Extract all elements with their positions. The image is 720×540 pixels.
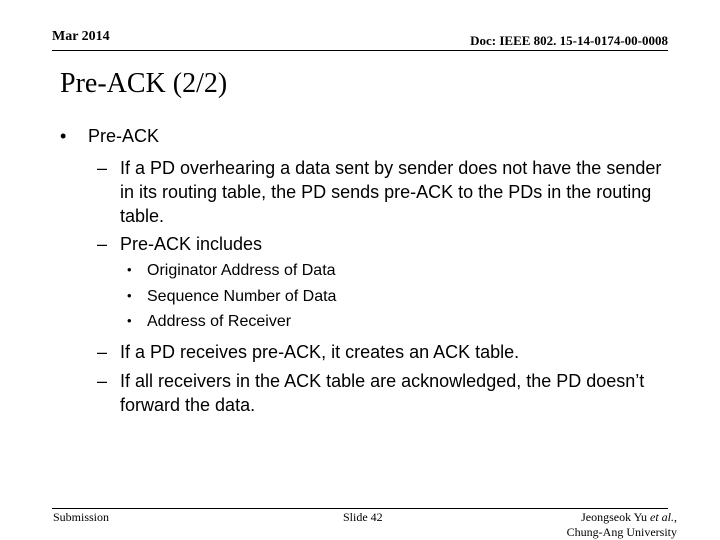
footer-slide-number: Slide 42 <box>343 510 383 524</box>
header-rule <box>52 50 668 51</box>
bullet-dot-icon: • <box>127 313 132 328</box>
include-item-text: Sequence Number of Data <box>147 288 337 305</box>
sub-bullet-text: If a PD overhearing a data sent by sender does not have the sender in its routing table, the PD sends pre-ACK to the PDs in the routing table. <box>120 158 662 226</box>
footer-author <box>567 510 677 540</box>
sub-bullet-text: If a PD receives pre-ACK, it creates an ACK table. <box>120 342 520 362</box>
header-doc-number: Doc: IEEE 802. 15-14-0174-00-0008 <box>470 33 668 48</box>
include-item-text: Address of Receiver <box>147 313 292 330</box>
bullet-dot-icon: • <box>127 262 132 277</box>
footer-author-line <box>567 510 677 525</box>
footer-rule <box>52 508 668 509</box>
sub-bullet-text: If all receivers in the ACK table are acknowledged, the PD doesn’t forward the data. <box>120 371 645 415</box>
sub-bullet-text: Pre-ACK includes <box>120 234 263 254</box>
slide-title: Pre-ACK (2/2) <box>60 68 228 99</box>
author-name: Jeongseok Yu <box>581 510 650 524</box>
sub-bullet-receives <box>97 340 667 364</box>
dash-icon: – <box>97 158 108 178</box>
sub-bullet-overhearing <box>97 156 667 228</box>
author-suffix: , <box>674 510 677 524</box>
sub-bullet-includes <box>97 232 667 256</box>
footer-affiliation: Chung-Ang University <box>566 525 677 539</box>
header-date: Mar 2014 <box>52 29 110 44</box>
bullet-dot-icon: • <box>127 288 132 303</box>
bullet-text: Pre-ACK <box>88 126 160 146</box>
sub-bullet-acknowledged <box>97 369 667 417</box>
include-item-text: Originator Address of Data <box>147 262 336 279</box>
author-etal: et al. <box>650 510 674 524</box>
dash-icon: – <box>97 342 108 362</box>
dash-icon: – <box>97 371 108 391</box>
bullet-dot-icon: • <box>60 126 67 146</box>
footer-submission: Submission <box>53 510 110 524</box>
dash-icon: – <box>97 234 108 254</box>
